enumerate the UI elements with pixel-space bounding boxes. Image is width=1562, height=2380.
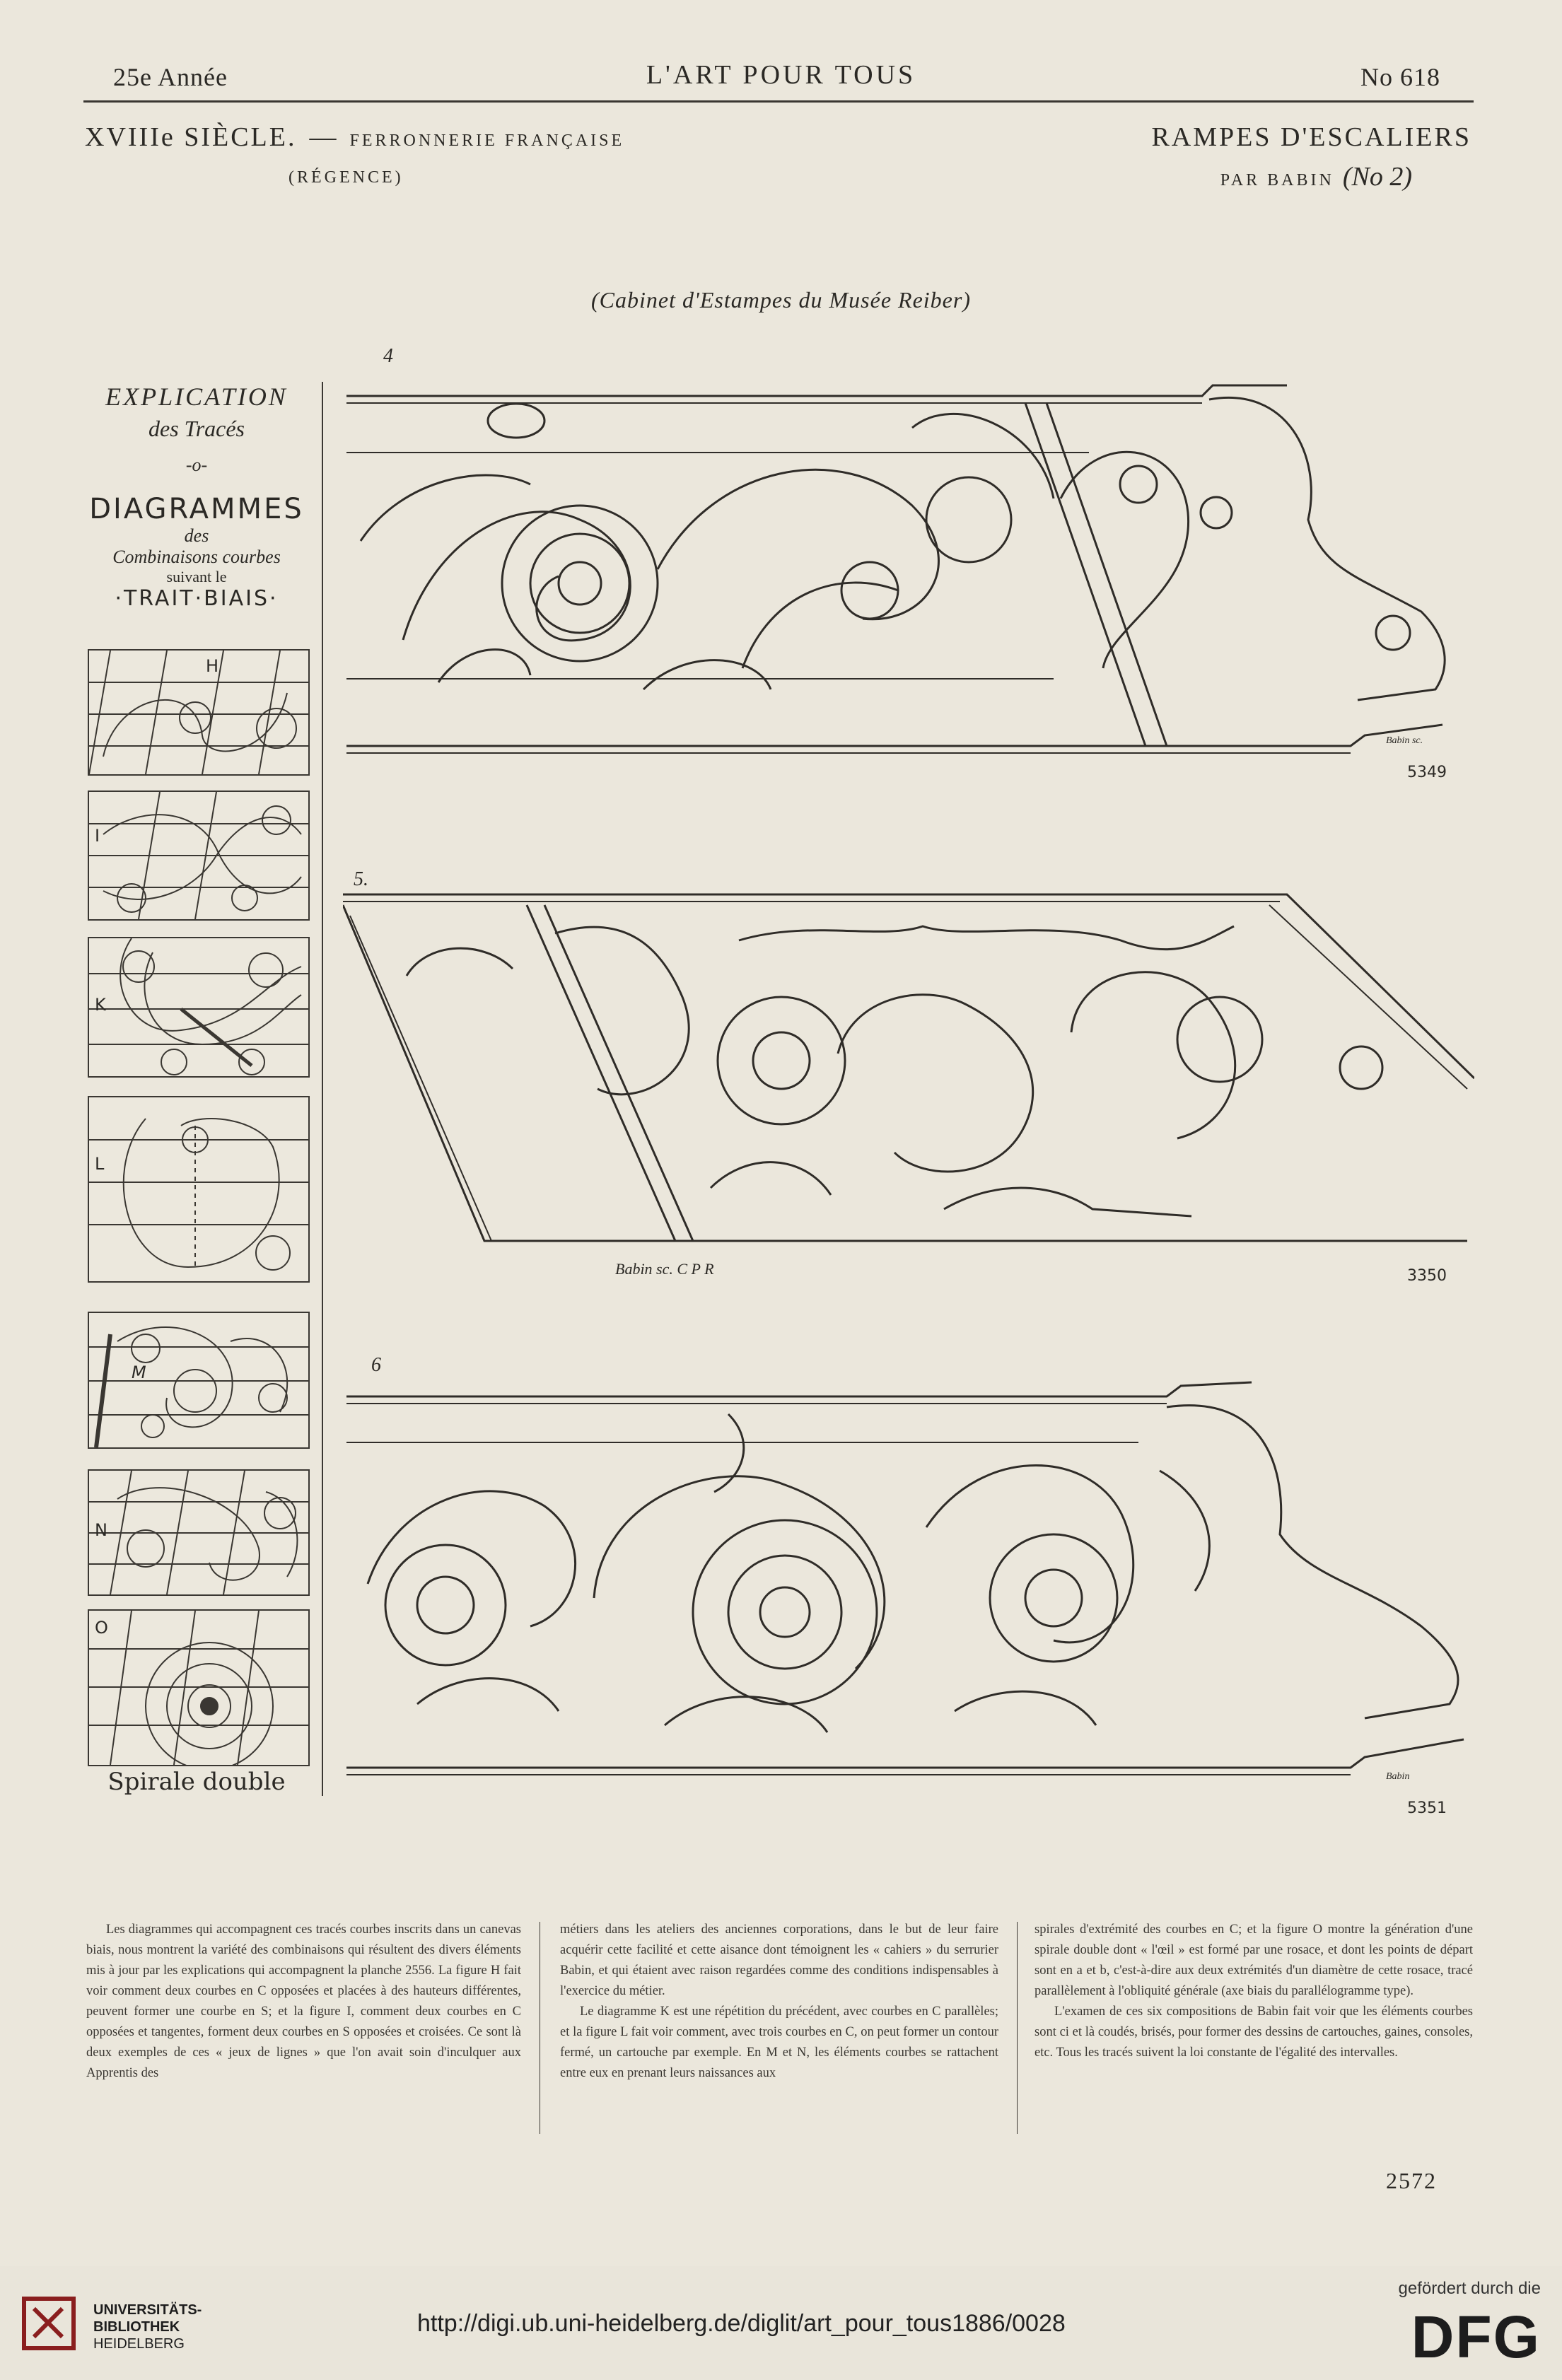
dfg-logo: DFG [1411, 2304, 1541, 2370]
diagrams-suivant: suivant le [166, 568, 227, 585]
page-number: 2572 [1386, 2168, 1437, 2193]
author-label: PAR BABIN [1220, 171, 1334, 189]
figure-5-label: 5. [354, 868, 368, 890]
diagram-n-drawing [89, 1471, 308, 1594]
right-title: RAMPES D'ESCALIERS [1151, 122, 1471, 152]
diagram-m-drawing [89, 1313, 308, 1447]
column-rule-2 [1017, 1922, 1018, 2134]
figure-5-railing [343, 884, 1474, 1266]
sidebar-ornament: -o- [185, 455, 208, 475]
diagrams-des: des [184, 525, 209, 546]
figure-5-signature: Babin sc. C P R [615, 1260, 714, 1278]
diagram-panel-n [88, 1469, 310, 1596]
diagram-o-drawing [89, 1611, 308, 1765]
diagram-i-drawing [89, 792, 308, 919]
sidebar-subtitle: des Tracés [148, 416, 245, 441]
year-label: 25e Année [113, 63, 228, 91]
library-line-2: BIBLIOTHEK [93, 2319, 180, 2335]
century-label: XVIIIe SIÈCLE. [85, 122, 297, 152]
paragraph-examen: L'examen de ces six compositions de Babin fait voir que les éléments courbes sont ci et là coudés, brisés, pour former des dessins de cartouches, gaines, consoles, etc. Tous les tracés suivent la loi constante de l'égalité des intervalles. [1034, 2005, 1473, 2060]
spirale-caption: Spirale double [107, 1768, 286, 1796]
diagrams-trait-biais: ·TRAIT·BIAIS· [115, 586, 279, 611]
diagram-panel-k [88, 937, 310, 1078]
source-caption: (Cabinet d'Estampes du Musée Reiber) [591, 287, 971, 313]
plate-number: (No 2) [1342, 162, 1412, 192]
text-column-2 [560, 1920, 998, 2084]
title-left [85, 122, 624, 153]
sidebar [83, 382, 310, 611]
header-rule [83, 100, 1474, 103]
digitization-footer [0, 2266, 1562, 2380]
diagram-l-drawing [89, 1097, 308, 1281]
paragraph-diagrams: Les diagrammes qui accompagnent ces tracés courbes inscrits dans un canevas biais, nous montrent la variété des combinaisons qui résultent des divers éléments mis à jour par les explications qui accompagnent la planche 2556. La figure H fait voir comment deux courbes en C opposées et placées à des hauteurs différentes, peuvent former une courbe en S; et la figure I, comment deux courbes en C opposées et tangentes, forment deux courbes en S opposées et croisées. Ce sont là deux exemples de ces « jeux de lignes » que l'on avait soin d'inculquer aux Apprentis des [86, 1923, 521, 2080]
sidebar-title: EXPLICATION [105, 383, 288, 411]
diagram-h-drawing [89, 651, 308, 774]
diagram-panel-l [88, 1096, 310, 1283]
diagram-panel-m [88, 1312, 310, 1449]
funded-by-label: gefördert durch die [1398, 2279, 1541, 2298]
diagram-label-i: I [95, 826, 100, 846]
paragraph-spirales: spirales d'extrémité des courbes en C; et la figure O montre la génération d'une spirale double dont « l'œil » est formé par une rosace, et dont les points de départ sont en a et b, c'est-à-dire aux deux extrémités d'un diamètre de cette rosace, tracé parallèlement à l'obliquité générale (axe biais du parallélogramme type). [1034, 1923, 1473, 1998]
diagrams-combinations: Combinaisons courbes [112, 547, 281, 567]
diagram-k-drawing [89, 938, 308, 1076]
sidebar-divider [322, 382, 323, 1796]
journal-title: L'ART POUR TOUS [646, 60, 916, 90]
period-label: (RÉGENCE) [288, 168, 404, 187]
figure-6-label: 6 [371, 1354, 381, 1376]
diagram-panel-h [88, 649, 310, 776]
library-name [93, 2302, 202, 2352]
diagrams-heading: DIAGRAMMES [89, 493, 304, 525]
figure-6-railing [346, 1372, 1471, 1796]
diagram-label-o: O [95, 1618, 108, 1638]
diagram-label-m: M [132, 1363, 146, 1382]
diagram-label-h: H [206, 656, 219, 676]
diagram-label-n: N [95, 1520, 107, 1540]
figure-4-number: 5349 [1407, 764, 1447, 781]
diagram-panel-o [88, 1609, 310, 1766]
diagram-panel-i [88, 791, 310, 921]
author-line [1220, 161, 1412, 192]
subject-label: FERRONNERIE FRANÇAISE [349, 132, 625, 150]
text-column-1 [86, 1920, 521, 2084]
figure-4-label: 4 [383, 345, 393, 367]
figure-4-signature: Babin sc. [1386, 735, 1423, 746]
library-line-3: HEIDELBERG [93, 2336, 185, 2352]
source-url-link[interactable]: http://digi.ub.uni-heidelberg.de/diglit/art_pour_tous1886/0028 [417, 2310, 1066, 2337]
issue-number: No 618 [1360, 63, 1440, 91]
text-column-3 [1034, 1920, 1473, 2063]
figure-4-railing [346, 357, 1471, 760]
library-line-1: UNIVERSITÄTS- [93, 2302, 202, 2318]
title-dash: — [309, 122, 339, 152]
paragraph-diagram-k: Le diagramme K est une répétition du précédent, avec courbes en C parallèles; et la figure L fait voir comment, avec trois courbes en C, on peut former un contour fermé, un cartouche par exemple. En M et N, les éléments courbes se rattachent entre eux en prenant leurs naissances aux [560, 2005, 998, 2080]
figure-6-number: 5351 [1407, 1799, 1447, 1817]
university-library-logo-icon [20, 2294, 83, 2358]
figure-6-signature: Babin [1386, 1771, 1410, 1782]
diagram-label-k: K [95, 995, 106, 1015]
diagram-label-l: L [95, 1154, 105, 1174]
paragraph-metiers: métiers dans les ateliers des anciennes corporations, dans le but de leur faire acquérir cette facilité et cette aisance dont témoignent les « cahiers » du serrurier Babin, et qui étaient avec raison regardées comme des conditions indispensables à l'exercice du métier. [560, 1923, 998, 1998]
figure-5-number: 3350 [1407, 1267, 1447, 1285]
